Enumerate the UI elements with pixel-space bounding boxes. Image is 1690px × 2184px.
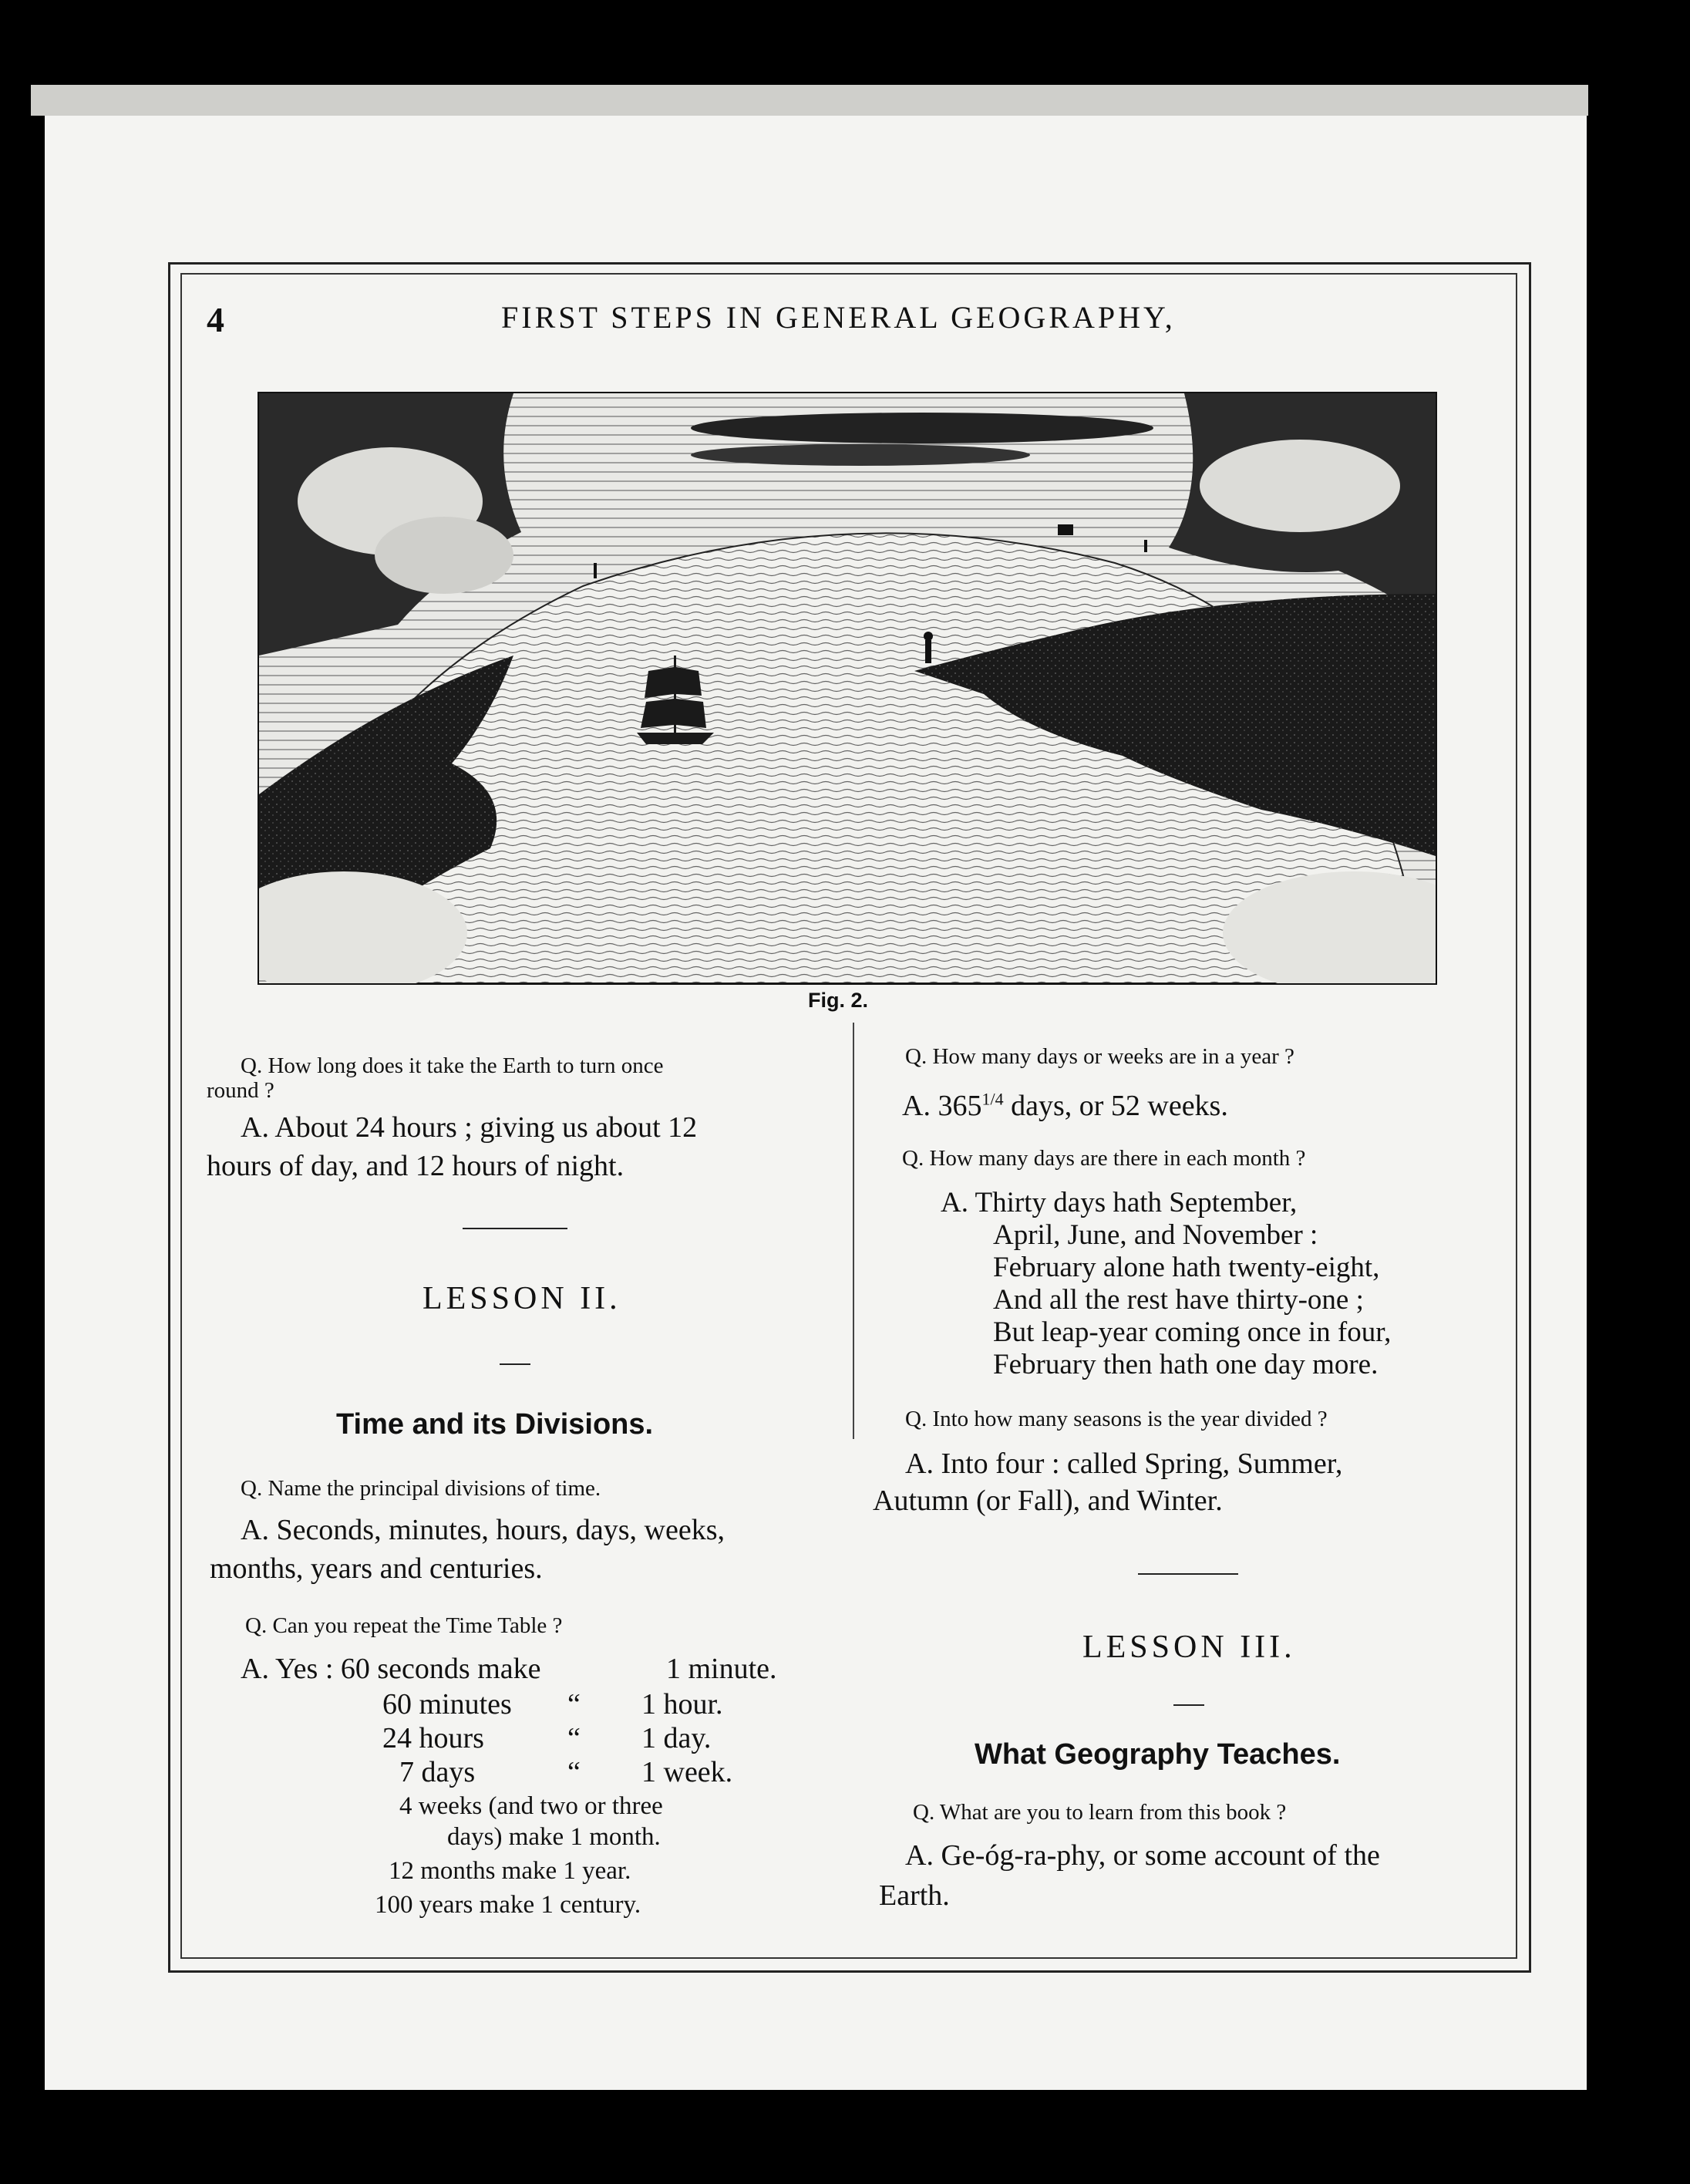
poem-line: April, June, and November :	[993, 1219, 1318, 1251]
poem-line: February then hath one day more.	[993, 1349, 1379, 1380]
question-days-in-year: Q. How many days or weeks are in a year ?	[905, 1044, 1294, 1069]
short-rule	[500, 1363, 530, 1365]
time-table-row: 60 minutes	[382, 1688, 512, 1721]
question-earth-rotation-cont: round ?	[207, 1078, 274, 1103]
question-time-table: Q. Can you repeat the Time Table ?	[245, 1613, 563, 1638]
poem-line: February alone hath twenty-eight,	[993, 1252, 1380, 1283]
time-table-value: 1 hour.	[641, 1688, 723, 1721]
time-table-years: 100 years make 1 century.	[375, 1891, 641, 1919]
column-divider	[853, 1023, 854, 1439]
answer-divisions-of-time: A. Seconds, minutes, hours, days, weeks,	[241, 1514, 725, 1546]
answer-what-learn: A. Ge-óg-ra-phy, or some account of the	[905, 1839, 1380, 1872]
engraving-ship-on-curved-earth	[258, 392, 1437, 985]
answer-earth-rotation: A. About 24 hours ; giving us about 12	[241, 1111, 698, 1144]
figure-caption: Fig. 2.	[808, 989, 869, 1012]
lesson-2-heading: LESSON II.	[422, 1281, 621, 1316]
lesson-2-title: Time and its Divisions.	[336, 1408, 654, 1441]
ditto-mark: “	[567, 1688, 581, 1721]
poem-line: And all the rest have thirty-one ;	[993, 1284, 1364, 1316]
page-number: 4	[207, 300, 224, 339]
section-rule	[1138, 1573, 1238, 1575]
answer-what-learn-cont: Earth.	[879, 1879, 950, 1912]
time-table-row: A. Yes : 60 seconds make	[241, 1653, 541, 1685]
answer-seasons: A. Into four : called Spring, Summer,	[905, 1448, 1343, 1480]
ditto-mark: “	[567, 1722, 581, 1754]
short-rule	[1173, 1704, 1204, 1706]
question-earth-rotation: Q. How long does it take the Earth to turn once	[241, 1053, 664, 1078]
time-table-weeks-cont: days) make 1 month.	[447, 1823, 661, 1851]
running-head: FIRST STEPS IN GENERAL GEOGRAPHY,	[501, 300, 1176, 335]
time-table-value: 1 day.	[641, 1722, 712, 1754]
poem-line: A. Thirty days hath September,	[941, 1187, 1298, 1218]
time-table-row: 7 days	[399, 1756, 476, 1788]
answer-seasons-cont: Autumn (or Fall), and Winter.	[873, 1485, 1223, 1517]
question-seasons: Q. Into how many seasons is the year divided ?	[905, 1407, 1328, 1431]
lesson-3-heading: LESSON III.	[1082, 1630, 1296, 1665]
time-table-row: 24 hours	[382, 1722, 484, 1754]
poem-line: But leap-year coming once in four,	[993, 1316, 1392, 1348]
time-table-value: 1 week.	[641, 1756, 733, 1788]
time-table-months: 12 months make 1 year.	[389, 1857, 631, 1885]
time-table-weeks: 4 weeks (and two or three	[399, 1792, 663, 1820]
question-divisions-of-time: Q. Name the principal divisions of time.	[241, 1476, 601, 1501]
ditto-mark: “	[567, 1756, 581, 1788]
time-table-value: 1 minute.	[666, 1653, 777, 1685]
page-top-edge	[31, 85, 1588, 116]
answer-days-in-year: A. $365^{1/4}$ days, or 52 weeks.	[902, 1089, 1228, 1122]
answer-divisions-of-time-cont: months, years and centuries.	[210, 1552, 543, 1585]
lesson-3-title: What Geography Teaches.	[975, 1738, 1341, 1771]
question-what-learn: Q. What are you to learn from this book ?	[913, 1800, 1287, 1825]
section-rule	[463, 1228, 567, 1229]
question-days-in-month: Q. How many days are there in each month ?	[902, 1146, 1306, 1171]
answer-earth-rotation-cont: hours of day, and 12 hours of night.	[207, 1150, 624, 1182]
